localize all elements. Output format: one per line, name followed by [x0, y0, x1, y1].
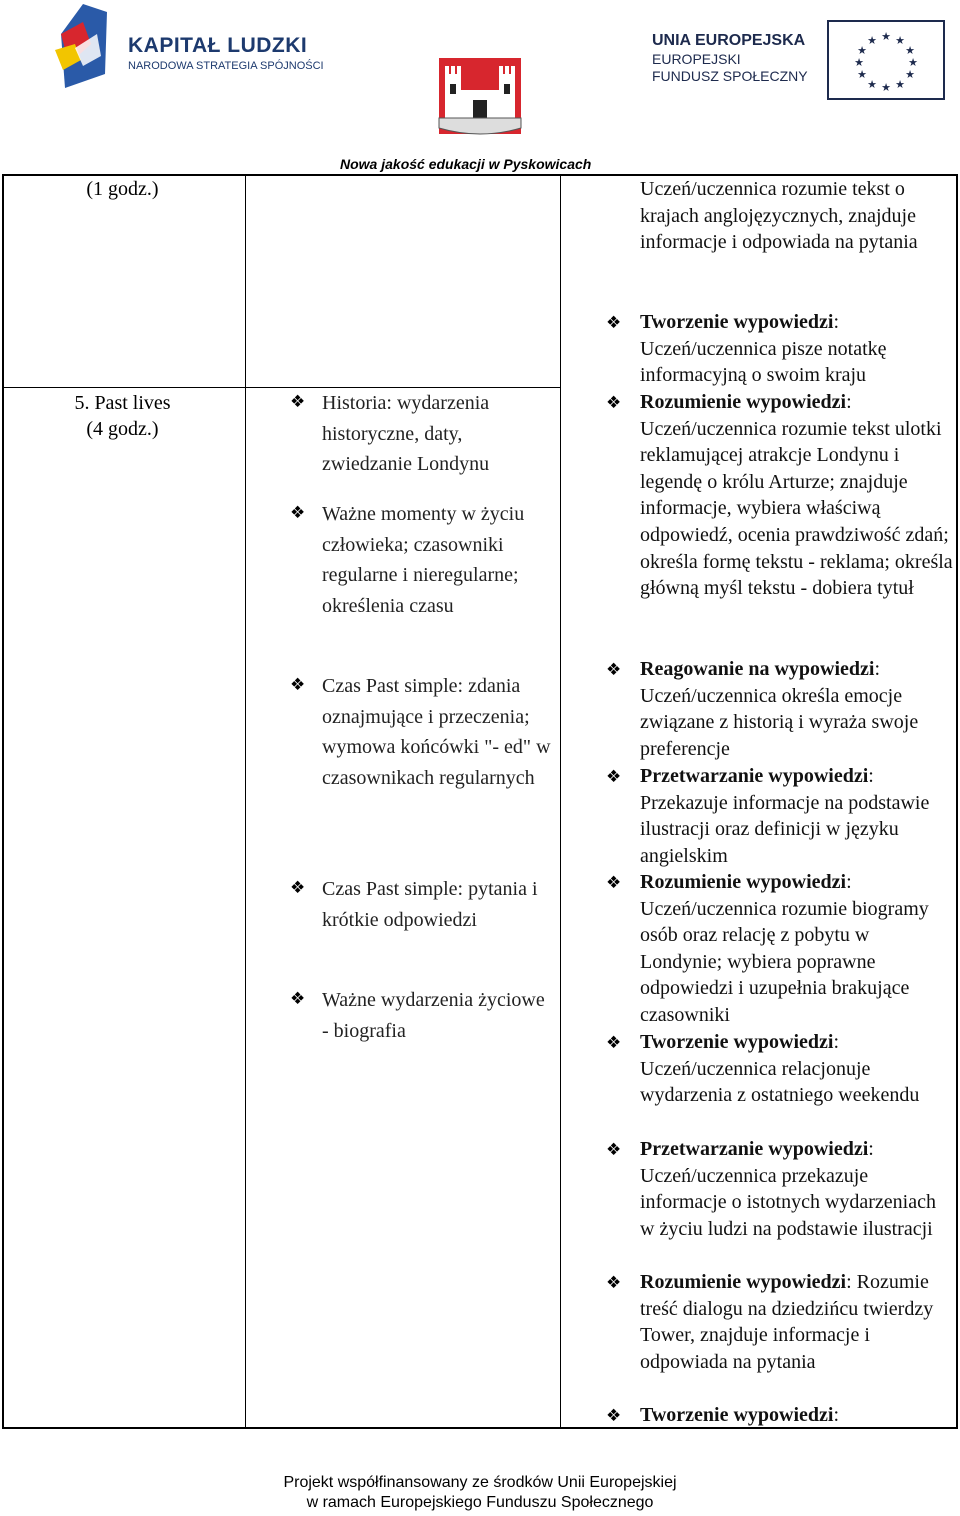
kl-subtitle: NARODOWA STRATEGIA SPÓJNOŚCI: [128, 60, 324, 72]
row1-duration: (1 godz.): [86, 178, 159, 200]
topic-item: Historia: wydarzenia historyczne, daty, zwiedzanie Londynu: [322, 392, 490, 475]
svg-text:★: ★: [895, 34, 905, 47]
skill-text: Przekazuje informacje na podstawie ilustracji oraz definicji w języku angielskim: [640, 791, 930, 867]
bullet-diamond-icon: ❖: [606, 1140, 622, 1160]
skill-item: Tworzenie wypowiedzi:: [640, 1404, 840, 1426]
unit-title: 5. Past lives: [74, 392, 171, 414]
unit-duration: (4 godz.): [86, 418, 159, 440]
eu-flag-icon: [827, 20, 945, 100]
svg-text:★: ★: [867, 34, 877, 47]
skill-title: Reagowanie na wypowiedzi: [640, 658, 875, 680]
topic-item: Ważne wydarzenia życiowe - biografia: [322, 989, 545, 1042]
kl-title: KAPITAŁ LUDZKI: [128, 34, 308, 57]
skill-text: Uczeń/uczennica przekazuje informacje o istotnych wydarzeniach w życiu ludzi na podstawie ilustracji: [640, 1164, 936, 1240]
ue-line1: UNIA EUROPEJSKA: [652, 32, 806, 49]
skill-text: Uczeń/uczennica relacjonuje wydarzenia z ostatniego weekendu: [640, 1057, 920, 1107]
bullet-diamond-icon: ❖: [606, 1406, 622, 1426]
svg-text:★: ★: [857, 68, 867, 81]
skill-text: Uczeń/uczennica pisze notatkę informacyjną o swoim kraju: [640, 337, 887, 387]
svg-text:★: ★: [905, 44, 915, 57]
kapital-ludzki-logo: [55, 4, 335, 94]
skill-item: Tworzenie wypowiedzi: Uczeń/uczennica pisze notatkę informacyjną o swoim kraju: [640, 311, 887, 387]
bullet-diamond-icon: ❖: [290, 989, 306, 1009]
svg-text:★: ★: [895, 78, 905, 91]
skill-title: Rozumienie wypowiedzi: [640, 871, 847, 893]
svg-text:★: ★: [905, 68, 915, 81]
ue-line2: EUROPEJSKI: [652, 51, 741, 67]
row1-skill-text: Uczeń/uczennica rozumie tekst o krajach anglojęzycznych, znajduje informacje i odpowiada na pytania: [640, 178, 918, 254]
skill-item: Przetwarzanie wypowiedzi: Przekazuje informacje na podstawie ilustracji oraz definicji w języku angielskim: [640, 765, 930, 867]
bullet-diamond-icon: ❖: [606, 660, 622, 680]
skill-text: Uczeń/uczennica określa emocje związane z historią i wyraża swoje preferencje: [640, 684, 919, 760]
skill-item: Rozumienie wypowiedzi: Uczeń/uczennica rozumie biogramy osób oraz relację z pobytu w Londynie; wybiera poprawne odpowiedzi i uzupełnia brakujące czasowniki: [640, 871, 929, 1026]
skill-item: Rozumienie wypowiedzi: Rozumie treść dialogu na dziedzińcu twierdzy Tower, znajduje informacje i odpowiada na pytania: [640, 1271, 934, 1373]
skill-item: Przetwarzanie wypowiedzi: Uczeń/uczennica przekazuje informacje o istotnych wydarzeniach w życiu ludzi na podstawie ilustracji: [640, 1138, 936, 1240]
skill-title: Przetwarzanie wypowiedzi: [640, 765, 869, 787]
bullet-diamond-icon: ❖: [606, 873, 622, 893]
skill-title: Przetwarzanie wypowiedzi: [640, 1138, 869, 1160]
motto: Nowa jakość edukacji w Pyskowicach: [340, 156, 592, 172]
skill-item: Tworzenie wypowiedzi: Uczeń/uczennica relacjonuje wydarzenia z ostatniego weekendu: [640, 1031, 920, 1107]
svg-text:★: ★: [857, 44, 867, 57]
eu-text-block: [652, 32, 822, 102]
svg-text:★: ★: [908, 56, 918, 69]
topic-item: Ważne momenty w życiu człowieka; czasowniki regularne i nieregularne; określenia czasu: [322, 503, 525, 617]
topic-item: Czas Past simple: zdania oznajmujące i przeczenia; wymowa końcówki "- ed" w czasownikach regularnych: [322, 675, 551, 789]
skill-title: Rozumienie wypowiedzi: [640, 391, 847, 413]
bullet-diamond-icon: ❖: [606, 1273, 622, 1293]
town-crest-icon: [437, 56, 523, 136]
table-left-border: [2, 174, 4, 1429]
bullet-diamond-icon: ❖: [290, 878, 306, 898]
bullet-diamond-icon: ❖: [606, 1033, 622, 1053]
skill-text: Uczeń/uczennica rozumie tekst ulotki reklamującej atrakcje Londynu i legendę o królu Arturze; znajduje informacje, wybiera właściwą odpowiedź, ocenia prawdziwość zdań; określa formę tekstu - reklama; określa główną myśl tekstu - dobiera tytuł: [640, 417, 953, 600]
bullet-diamond-icon: ❖: [290, 675, 306, 695]
skill-text: Uczeń/uczennica rozumie biogramy osób oraz relację z pobytu w Londynie; wybiera poprawne odpowiedzi i uzupełnia brakujące czasowniki: [640, 897, 929, 1026]
svg-text:★: ★: [854, 56, 864, 69]
skill-title: Tworzenie wypowiedzi: [640, 1404, 834, 1426]
skill-text: Rozumie treść dialogu na dziedzińcu twierdzy Tower, znajduje informacje i odpowiada na pytania: [640, 1271, 934, 1373]
bullet-diamond-icon: ❖: [290, 503, 306, 523]
skill-item: Reagowanie na wypowiedzi: Uczeń/uczennica określa emocje związane z historią i wyraża swoje preferencje: [640, 658, 919, 760]
svg-text:★: ★: [881, 81, 891, 94]
bullet-diamond-icon: ❖: [290, 392, 306, 412]
ue-line3: FUNDUSZ SPOŁECZNY: [652, 68, 808, 84]
topic-item: Czas Past simple: pytania i krótkie odpowiedzi: [322, 878, 538, 931]
bullet-diamond-icon: ❖: [606, 313, 622, 333]
svg-text:★: ★: [881, 30, 891, 43]
bullet-diamond-icon: ❖: [606, 767, 622, 787]
column-divider-2: [560, 174, 561, 1429]
svg-text:★: ★: [867, 78, 877, 91]
skill-title: Tworzenie wypowiedzi: [640, 311, 834, 333]
skill-title: Tworzenie wypowiedzi: [640, 1031, 834, 1053]
footer-line1: Projekt współfinansowany ze środków Unii Europejskiej: [283, 1474, 677, 1491]
skill-item: Rozumienie wypowiedzi: Uczeń/uczennica rozumie tekst ulotki reklamującej atrakcje Londynu i legendę o królu Arturze; znajduje informacje, wybiera właściwą odpowiedź, ocenia prawdziwość zdań; określa formę tekstu - reklama; określa główną myśl tekstu - dobiera tytuł: [640, 391, 953, 600]
skill-title: Rozumienie wypowiedzi: [640, 1271, 847, 1293]
kapital-ludzki-emblem-icon: [55, 4, 115, 94]
column-divider-1: [245, 174, 246, 1429]
bullet-diamond-icon: ❖: [606, 393, 622, 413]
table-right-border: [956, 174, 958, 1429]
footer-line2: w ramach Europejskiego Funduszu Społecznego: [306, 1494, 654, 1511]
